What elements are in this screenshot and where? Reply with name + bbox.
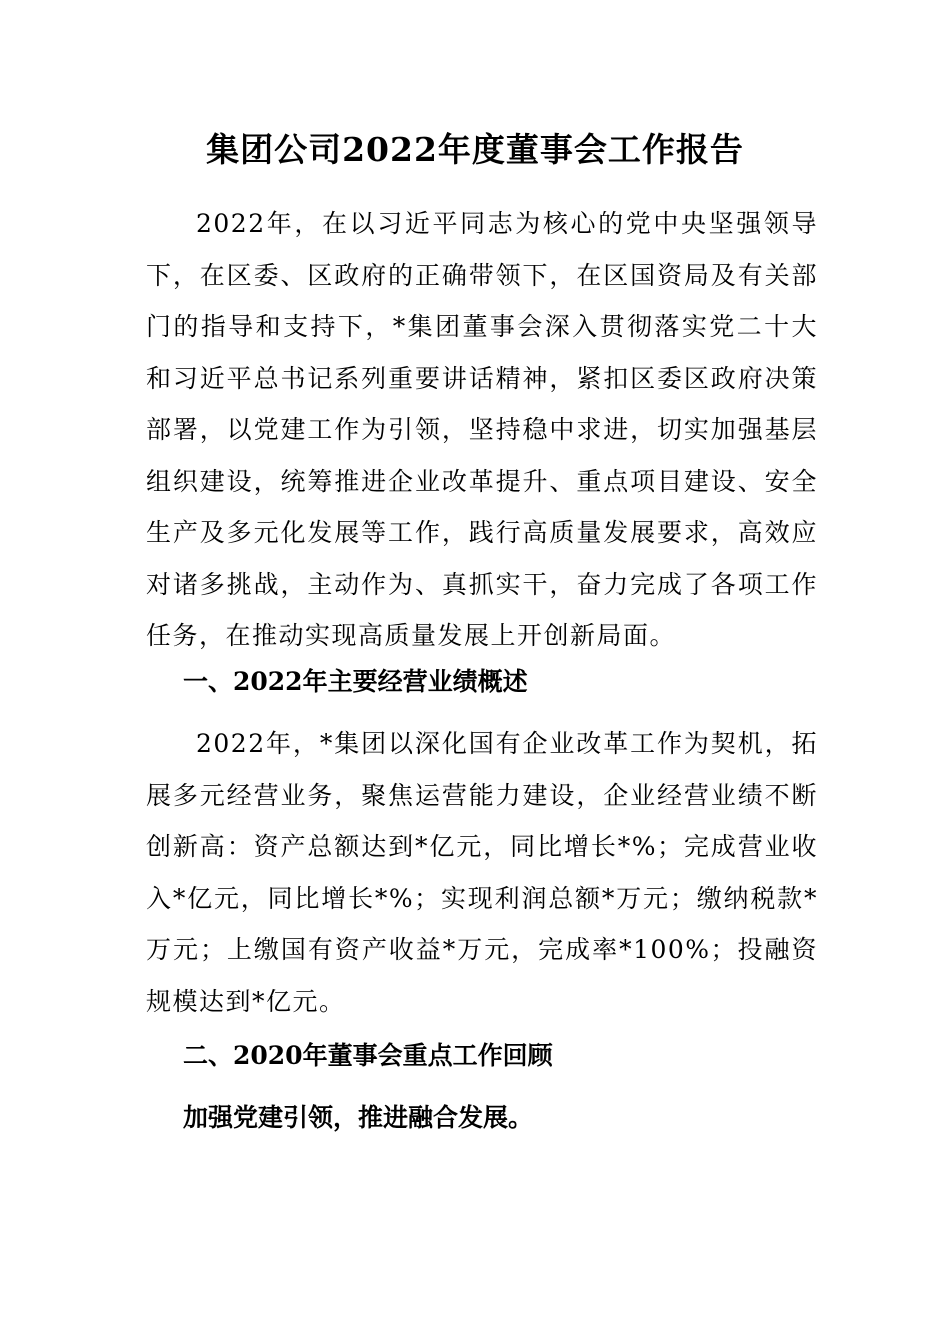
document-title: 集团公司2022年度董事会工作报告 xyxy=(206,130,744,169)
section-heading-board-review: 二、2020年董事会重点工作回顾 xyxy=(183,1041,553,1070)
performance-paragraph: 2022年，*集团以深化国有企业改革工作为契机，拓展多元经营业务，聚焦运营能力建设，企业经营业绩不断创新高：资产总额达到*亿元，同比增长*%；完成营业收入*亿元，同比增长*%；实现利润总额*万元；缴纳税款*万元；上缴国有资产收益*万元，完成率*100%；投融资规模达到*亿元。 xyxy=(146,729,818,1016)
section-heading-performance: 一、2022年主要经营业绩概述 xyxy=(183,667,528,696)
subsection-heading-party-building: 加强党建引领，推进融合发展。 xyxy=(183,1103,534,1132)
intro-paragraph: 2022年，在以习近平同志为核心的党中央坚强领导下，在区委、区政府的正确带领下，在区国资局及有关部门的指导和支持下，*集团董事会深入贯彻落实党二十大和习近平总书记系列重要讲话精神，紧扣区委区政府决策部署，以党建工作为引领，坚持稳中求进，切实加强基层组织建设，统筹推进企业改革提升、重点项目建设、安全生产及多元化发展等工作，践行高质量发展要求，高效应对诸多挑战，主动作为、真抓实干，奋力完成了各项工作任务，在推动实现高质量发展上开创新局面。 xyxy=(146,209,818,650)
